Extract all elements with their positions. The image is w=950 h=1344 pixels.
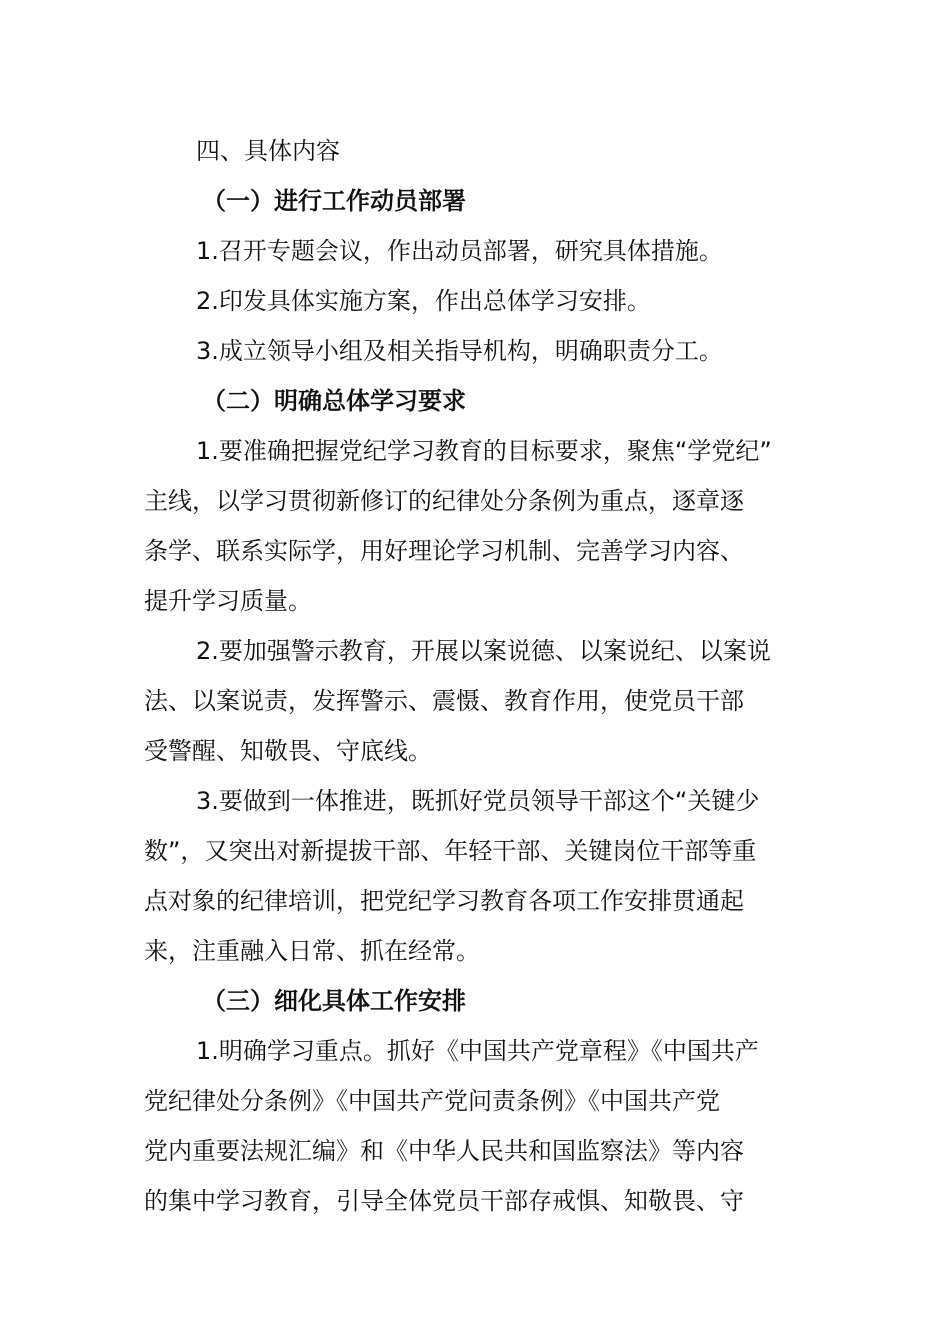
paragraph-line: 来，注重融入日常、抓在经常。 (144, 937, 480, 965)
sub1-item-3: 3.成立领导小组及相关指导机构，明确职责分工。 (196, 337, 723, 365)
subsection-title-2: （二）明确总体学习要求 (202, 387, 466, 415)
sub2-paragraph-1 (144, 426, 808, 626)
subsection-title-1: （一）进行工作动员部署 (202, 187, 466, 215)
sub3-paragraph-1 (144, 1026, 808, 1226)
paragraph-line: 主线，以学习贯彻新修订的纪律处分条例为重点，逐章逐 (144, 487, 744, 515)
paragraph-line: 的集中学习教育，引导全体党员干部存戒惧、知敬畏、守 (144, 1187, 744, 1215)
sub2-paragraph-3 (144, 776, 808, 976)
paragraph-line: 1.要准确把握党纪学习教育的目标要求，聚焦“学党纪” (196, 437, 772, 465)
paragraph-line: 点对象的纪律培训，把党纪学习教育各项工作安排贯通起 (144, 887, 744, 915)
paragraph-line: 提升学习质量。 (144, 587, 312, 615)
paragraph-line: 3.要做到一体推进，既抓好党员领导干部这个“关键少 (196, 787, 760, 815)
document-body (144, 126, 808, 1226)
paragraph-line: 数”，又突出对新提拔干部、年轻干部、关键岗位干部等重 (144, 837, 757, 865)
paragraph-line: 1.明确学习重点。抓好《中国共产党章程》《中国共产 (196, 1037, 759, 1065)
paragraph-line: 条学、联系实际学，用好理论学习机制、完善学习内容、 (144, 537, 744, 565)
paragraph-line: 受警醒、知敬畏、守底线。 (144, 737, 432, 765)
section-title: 四、具体内容 (196, 137, 340, 165)
sub2-paragraph-2 (144, 626, 808, 776)
paragraph-line: 党内重要法规汇编》和《中华人民共和国监察法》等内容 (144, 1137, 744, 1165)
sub1-item-1: 1.召开专题会议，作出动员部署，研究具体措施。 (196, 237, 723, 265)
paragraph-line: 党纪律处分条例》《中国共产党问责条例》《中国共产党 (144, 1087, 720, 1115)
paragraph-line: 法、以案说责，发挥警示、震慑、教育作用，使党员干部 (144, 687, 744, 715)
paragraph-line: 2.要加强警示教育，开展以案说德、以案说纪、以案说 (196, 637, 771, 665)
subsection-title-3: （三）细化具体工作安排 (202, 987, 466, 1015)
sub1-item-2: 2.印发具体实施方案，作出总体学习安排。 (196, 287, 651, 315)
